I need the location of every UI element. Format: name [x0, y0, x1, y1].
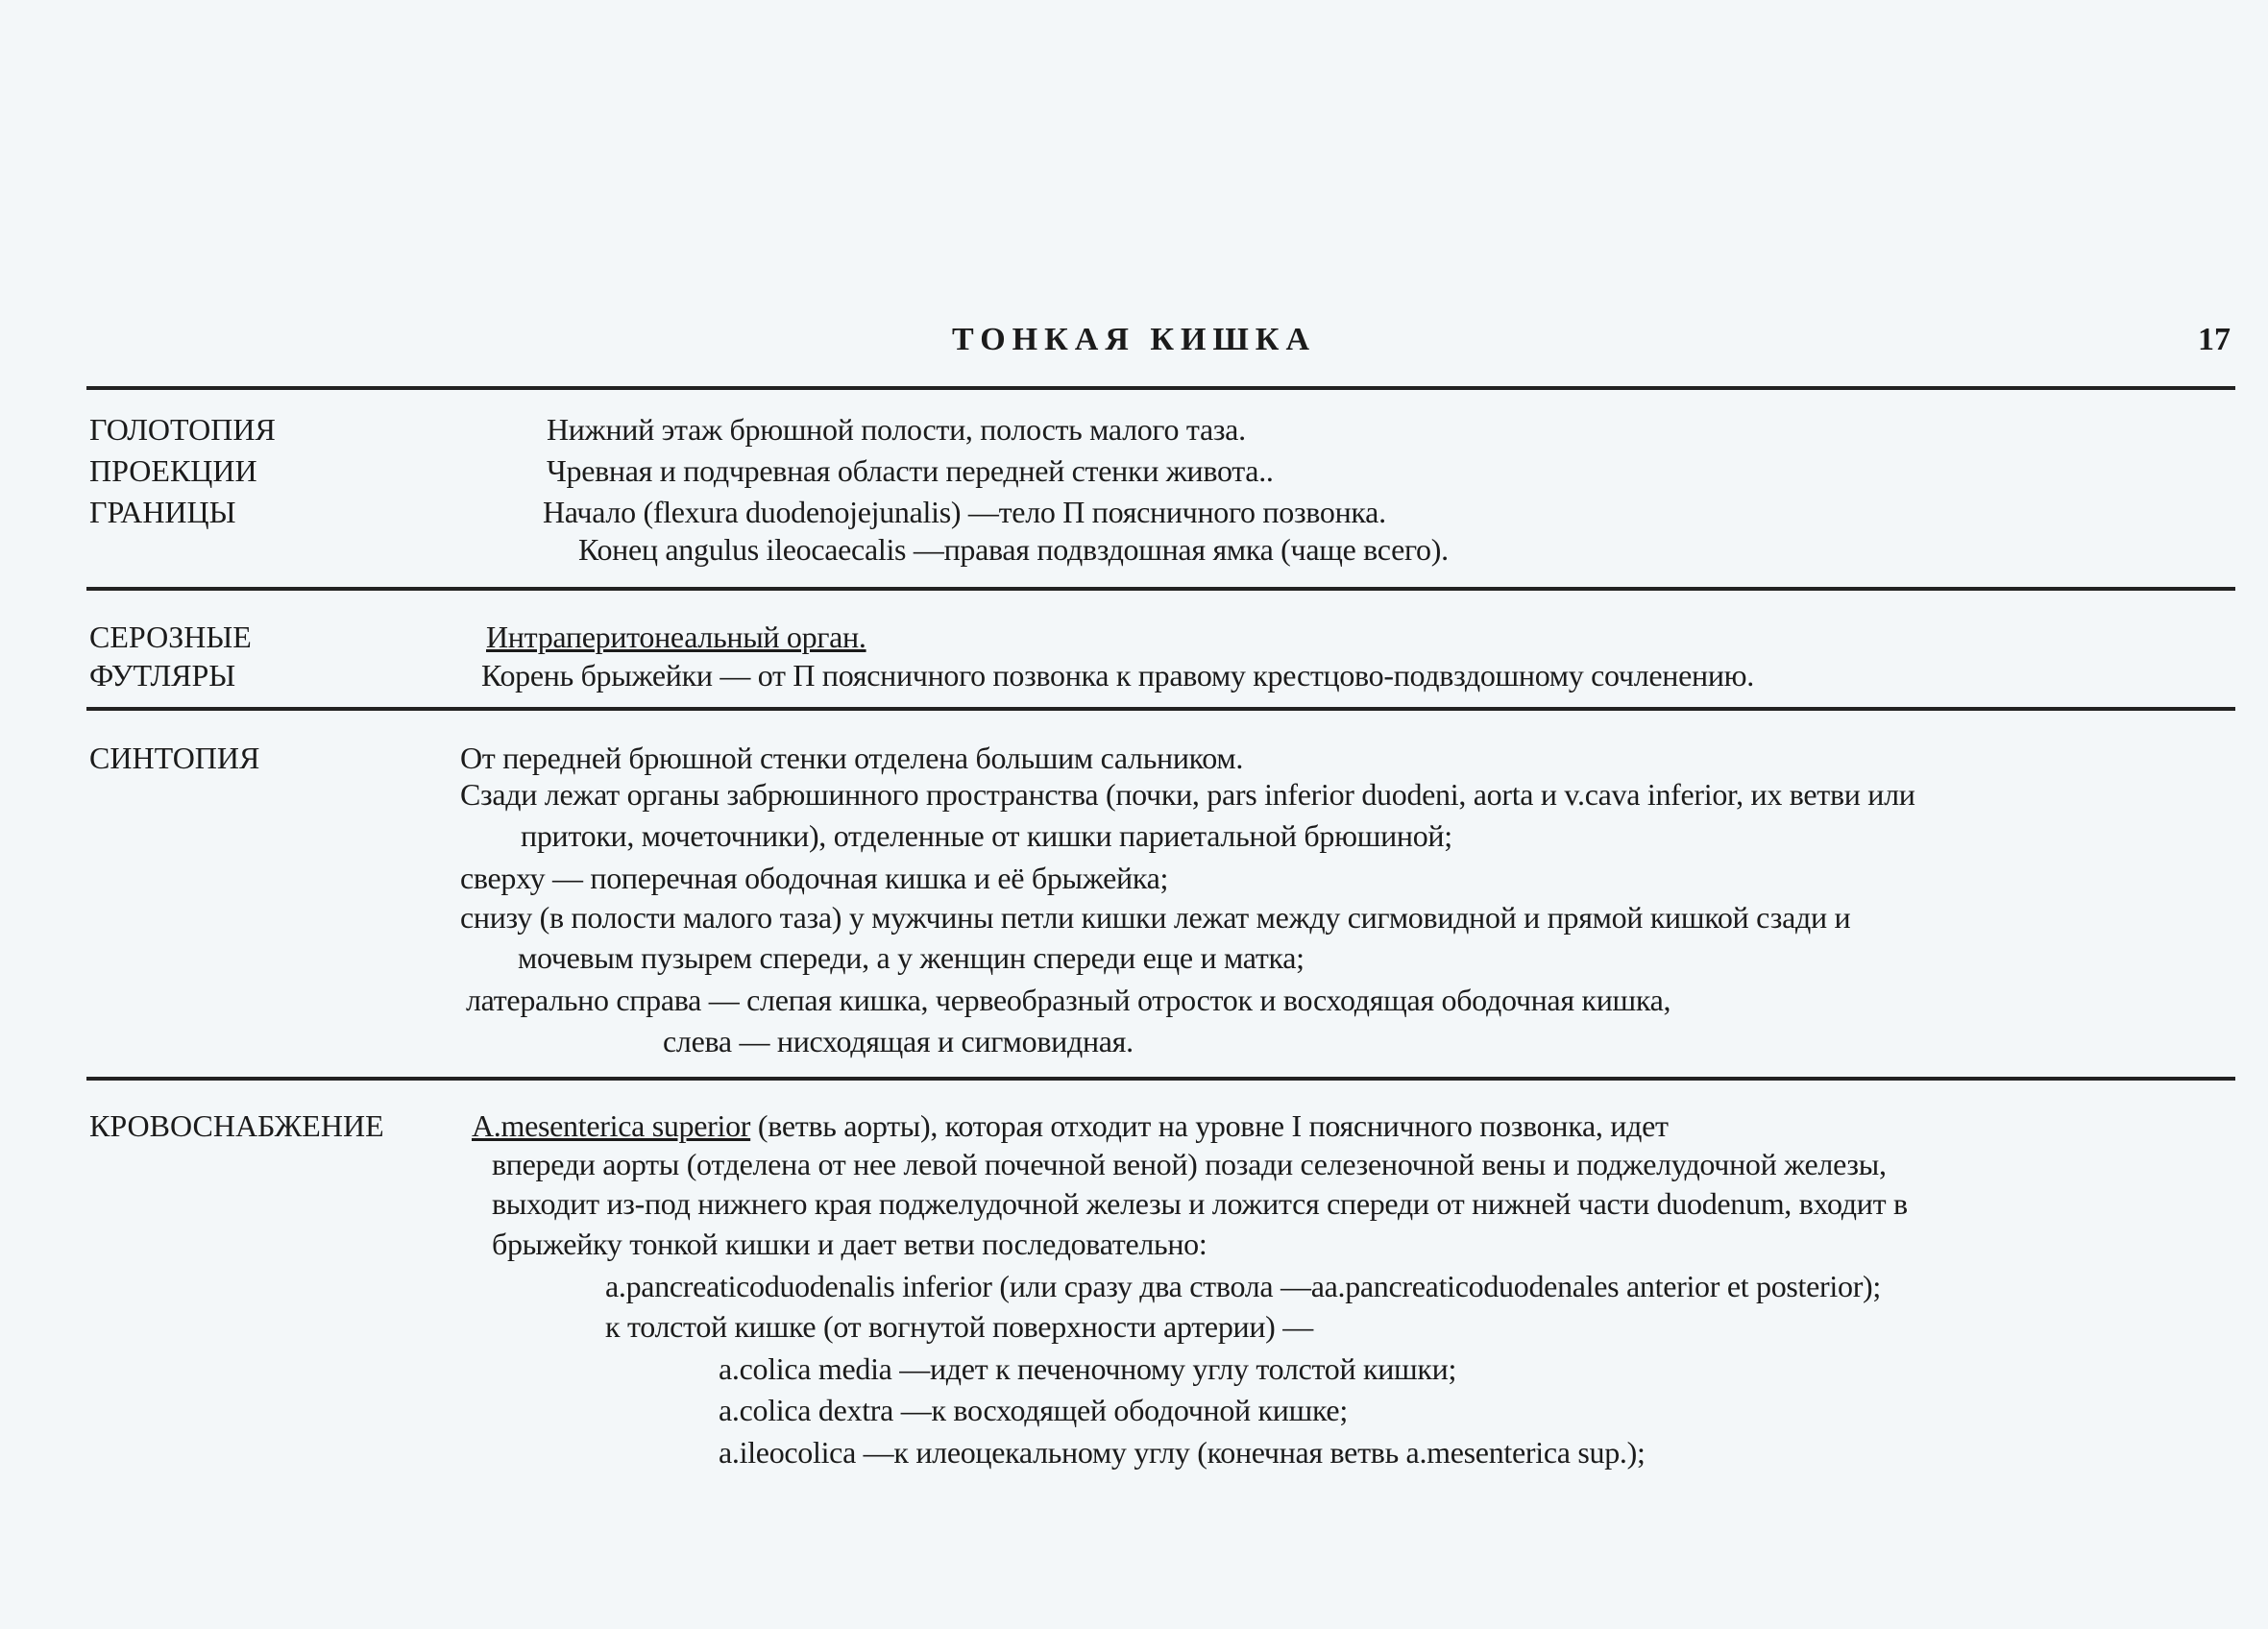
text-line	[486, 618, 866, 656]
text-line: слева — нисходящая и сигмовидная.	[663, 1024, 1134, 1058]
text-line: мочевым пузырем спереди, а у женщин спереди еще и матка;	[518, 940, 1305, 975]
text-line: a.colica media —идет к печеночному углу толстой кишки;	[719, 1351, 1457, 1386]
artery-name: A.mesenterica superior	[472, 1108, 751, 1143]
text-line: латерально справа — слепая кишка, червеобразный отросток и восходящая ободочная кишка,	[466, 983, 1671, 1017]
label-golotopia: ГОЛОТОПИЯ	[89, 412, 276, 447]
divider	[86, 1077, 2235, 1081]
page-title: ТОНКАЯ КИШКА	[951, 322, 1317, 357]
label-projections: ПРОЕКЦИИ	[89, 453, 257, 488]
text-line: впереди аорты (отделена от нее левой почечной веной) позади селезеночной вены и поджелудочной железы,	[492, 1147, 1887, 1181]
text-line: к толстой кишке (от вогнутой поверхности артерии) —	[605, 1309, 1313, 1344]
page-number: 17	[2198, 322, 2231, 357]
label-borders: ГРАНИЦЫ	[89, 495, 236, 529]
divider	[86, 386, 2235, 390]
divider	[86, 587, 2235, 591]
text-line: От передней брюшной стенки отделена большим сальником.	[460, 741, 1244, 775]
divider	[86, 707, 2235, 711]
text-line: a.colica dextra —к восходящей ободочной кишке;	[719, 1393, 1348, 1427]
text-line: снизу (в полости малого таза) у мужчины петли кишки лежат между сигмовидной и прямой кишкой сзади и	[460, 900, 1851, 935]
underlined-text: Интраперитонеальный орган.	[486, 620, 866, 654]
text-line: Начало (flexura duodenojejunalis) —тело П поясничного позвонка.	[543, 495, 1386, 529]
text-line: Сзади лежат органы забрюшинного пространства (почки, pars inferior duodeni, aorta и v.cava inferior, их ветви или	[460, 777, 1915, 812]
label-syntopy: СИНТОПИЯ	[89, 741, 260, 775]
text-line: Нижний этаж брюшной полости, полость малого таза.	[547, 412, 1246, 447]
text-line: a.pancreaticoduodenalis inferior (или сразу два ствола —aa.pancreaticoduodenales anterior et posterior);	[605, 1269, 1882, 1303]
label-blood-supply: КРОВОСНАБЖЕНИЕ	[89, 1108, 384, 1143]
text-line: Конец angulus ileocaecalis —правая подвздошная ямка (чаще всего).	[578, 532, 1449, 567]
text-line: выходит из-под нижнего края поджелудочной железы и ложится спереди от нижней части duodenum, входит в	[492, 1186, 1908, 1221]
text-fragment: (ветвь аорты), которая отходит на уровне I поясничного позвонка, идет	[750, 1108, 1669, 1143]
label-serous: СЕРОЗНЫЕ	[89, 620, 252, 654]
text-line: брыжейку тонкой кишки и дает ветви последовательно:	[492, 1227, 1207, 1261]
text-line: притоки, мочеточники), отделенные от кишки париетальной брюшиной;	[521, 818, 1452, 853]
text-line: a.ileocolica —к илеоцекальному углу (конечная ветвь a.mesenterica sup.);	[719, 1435, 1646, 1470]
label-sheaths: ФУТЛЯРЫ	[89, 658, 236, 693]
text-line	[472, 1106, 1669, 1145]
text-line: сверху — поперечная ободочная кишка и её брыжейка;	[460, 861, 1169, 895]
text-line: Чревная и подчревная области передней стенки живота..	[547, 453, 1274, 488]
text-line: Корень брыжейки — от П поясничного позвонка к правому крестцово-подвздошному сочленению.	[481, 658, 1754, 693]
